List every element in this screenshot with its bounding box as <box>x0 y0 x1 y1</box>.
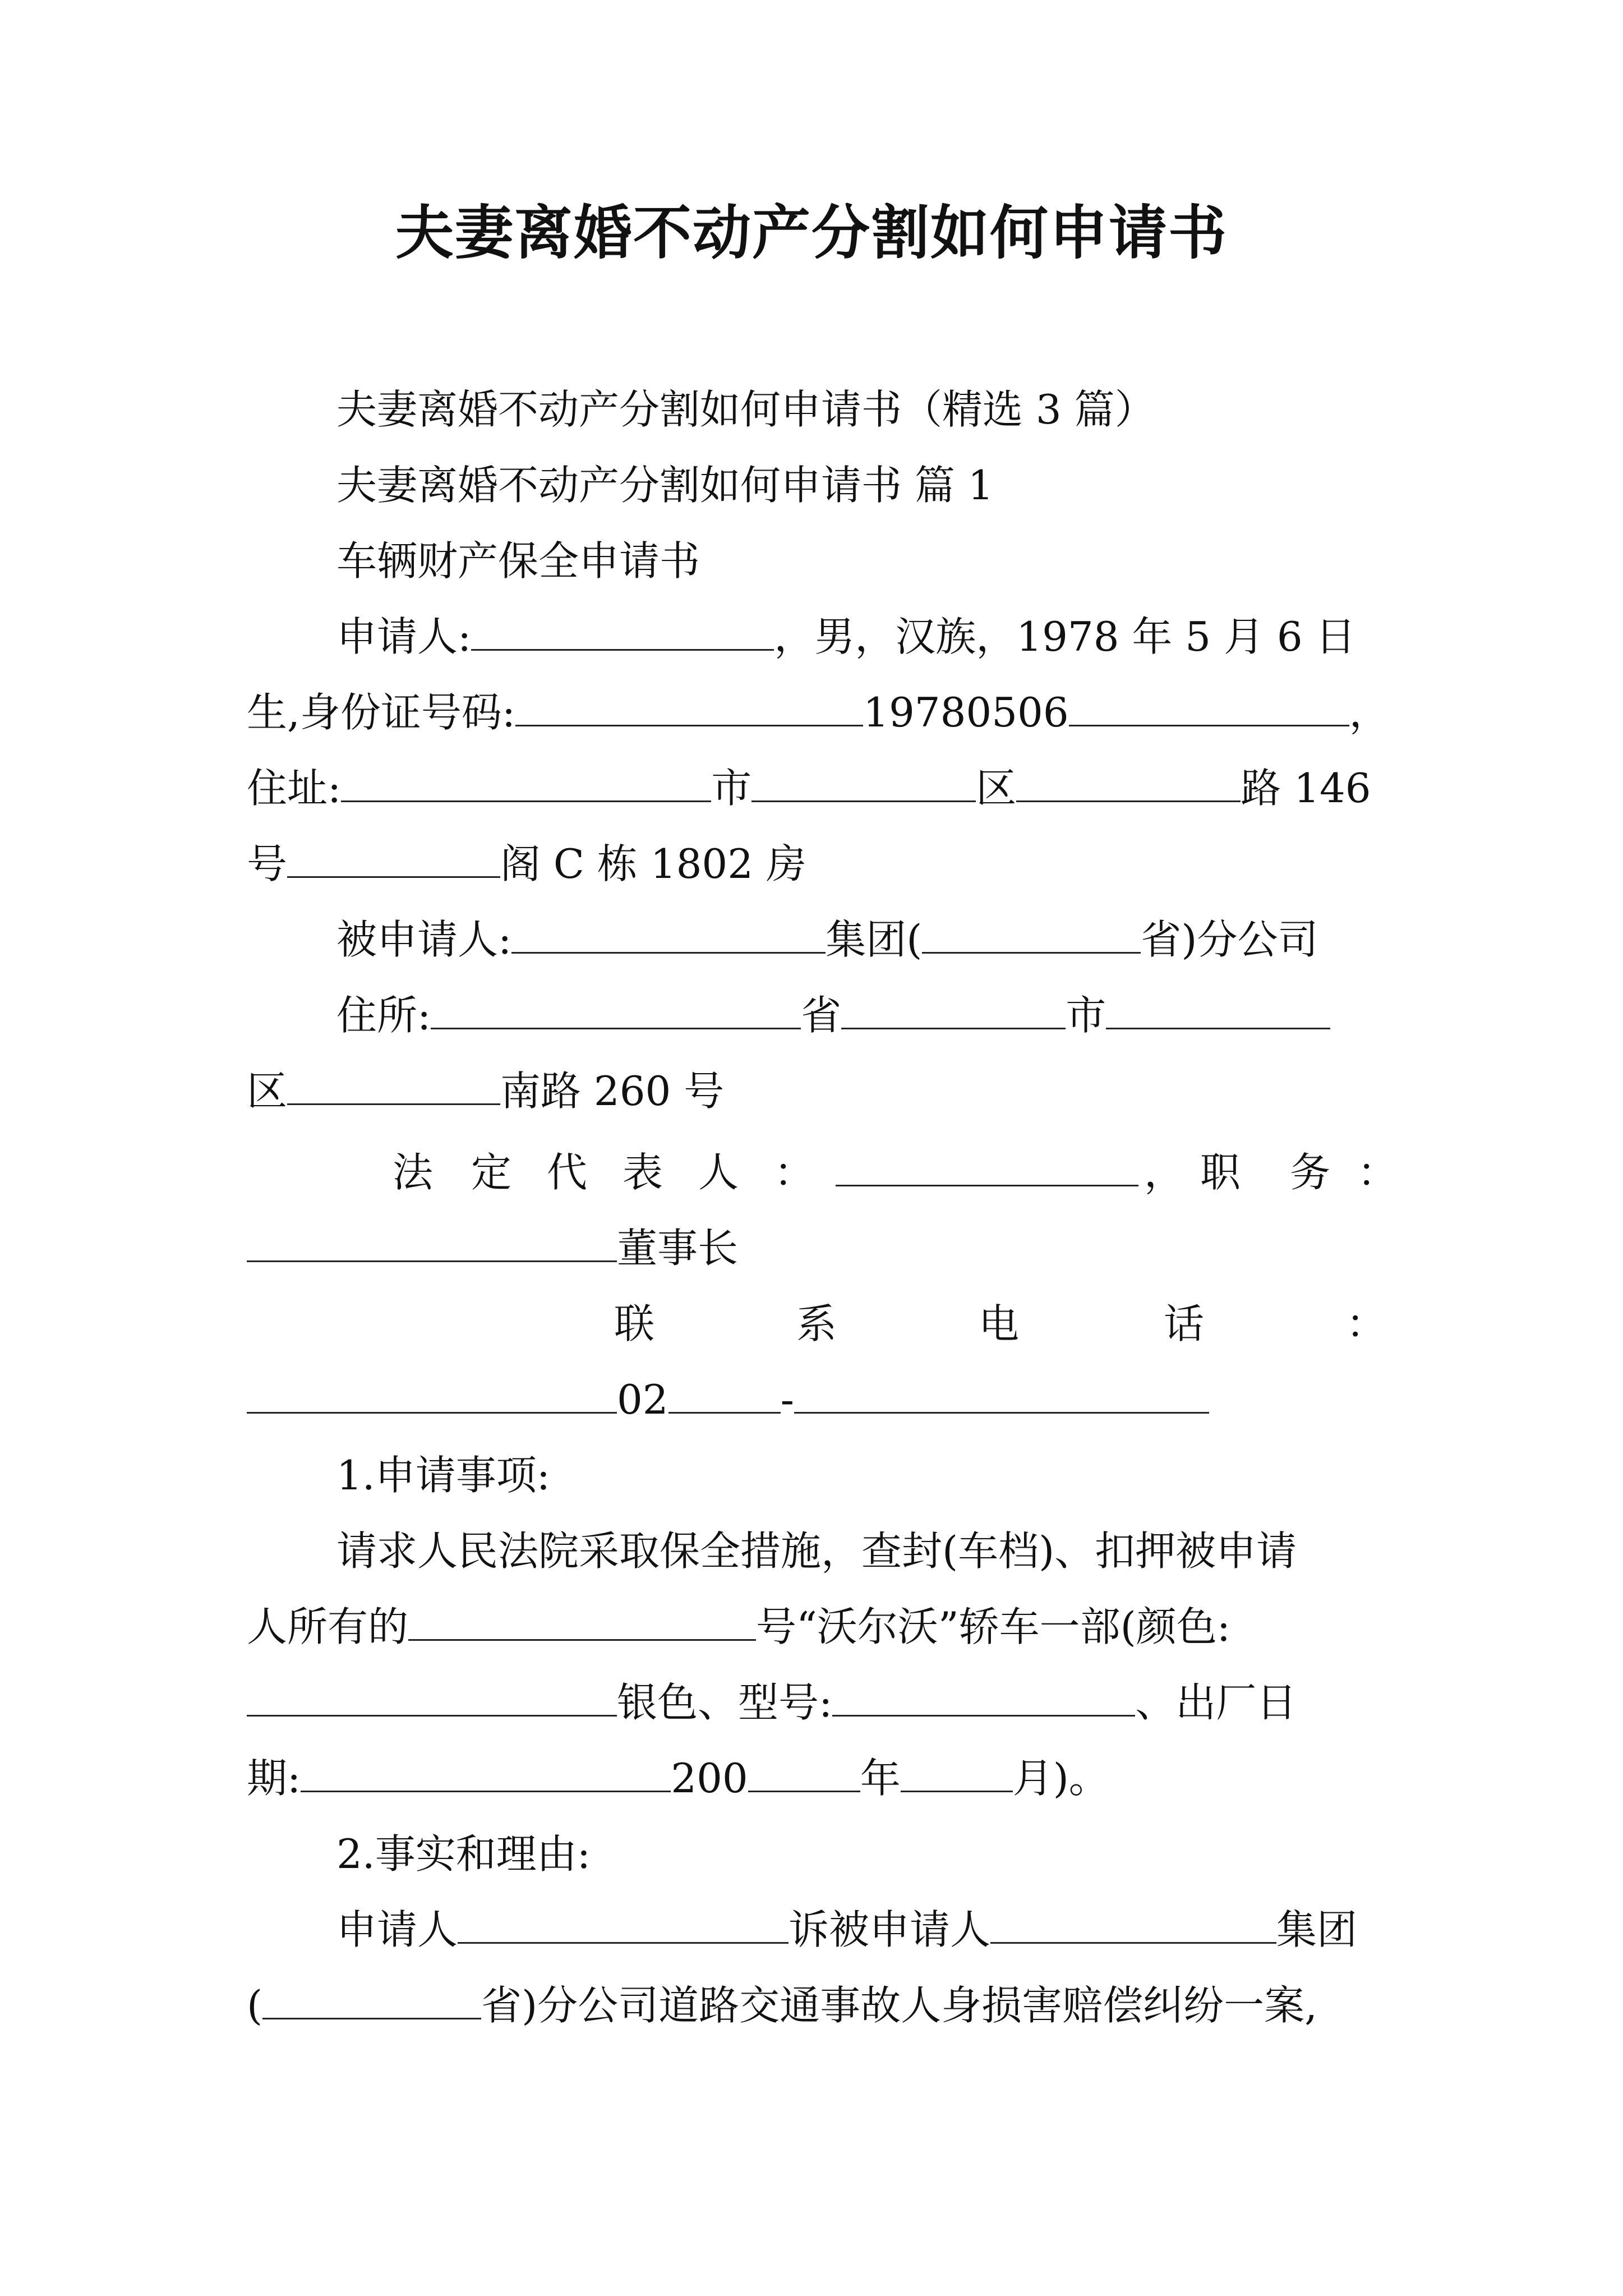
blank-field <box>1106 993 1330 1029</box>
item2-heading: 2.事实和理由: <box>336 1830 591 1878</box>
blank-field <box>836 1147 1138 1198</box>
road-label: 路 146 <box>1241 765 1371 812</box>
section-heading: 夫妻离婚不动产分割如何申请书 篇 1 <box>336 462 994 509</box>
building-label: 阁 C 栋 1802 房 <box>500 840 806 887</box>
respondent-label: 被申请人: <box>336 916 512 963</box>
respondent-road-line <box>247 1066 724 1116</box>
phone-line <box>247 1374 1209 1425</box>
branch-label: 省)分公司 <box>1141 916 1318 963</box>
text: 、出厂日 <box>1135 1679 1297 1726</box>
post-char: 职 <box>1200 1149 1241 1196</box>
contact-char: 系 <box>796 1300 837 1347</box>
road-label: 南路 260 号 <box>500 1068 725 1115</box>
contact-char: 联 <box>614 1300 655 1347</box>
city-label: 市 <box>1066 992 1106 1039</box>
comma: ， <box>1349 689 1390 736</box>
applicant-building-line <box>247 839 806 889</box>
item2-line1 <box>336 1904 1357 1955</box>
post-value: 董事长 <box>617 1225 739 1272</box>
item1-line1: 请求人民法院采取保全措施，查封(车档)、扣押被申请 <box>336 1527 1297 1575</box>
blank-field <box>748 1756 860 1792</box>
legal-rep-char: 表 <box>623 1149 663 1196</box>
id-label: 生,身份证号码: <box>247 689 516 736</box>
text: 省)分公司道路交通事故人身损害赔偿纠纷一案, <box>481 1982 1318 2029</box>
district-label: 区 <box>976 765 1017 812</box>
item1-heading: 1.申请事项: <box>336 1452 550 1499</box>
blank-field <box>751 766 976 802</box>
contact-char: 话 <box>1164 1300 1205 1347</box>
subtitle: 夫妻离婚不动产分割如何申请书（精选 3 篇） <box>336 386 1155 433</box>
group-label: 集团( <box>826 916 923 963</box>
blank-field <box>1016 766 1241 802</box>
blank-field <box>408 1604 756 1641</box>
applicant-id-line <box>247 687 1390 738</box>
blank-field <box>431 993 801 1029</box>
text: 年 <box>860 1755 901 1802</box>
province-label: 省 <box>801 992 842 1039</box>
number-label: 号 <box>247 840 288 887</box>
blank-field <box>262 1983 481 2019</box>
applicant-details: ，男，汉族，1978 年 5 月 6 日 <box>774 613 1356 660</box>
blank-field <box>990 1907 1276 1944</box>
respondent-line <box>336 914 1318 965</box>
text: 诉被申请人 <box>789 1906 991 1953</box>
item1-line2 <box>247 1602 1230 1652</box>
city-label: 市 <box>711 765 752 812</box>
post-char: ： <box>1357 1149 1398 1196</box>
text: 期: <box>247 1755 301 1802</box>
blank-field <box>471 614 774 651</box>
text: 月)。 <box>1012 1755 1109 1802</box>
legal-rep-post-line <box>247 1223 738 1273</box>
applicant-label: 申请人: <box>336 613 472 660</box>
blank-field <box>287 1069 500 1105</box>
blank-field <box>841 993 1066 1029</box>
respondent-residence-line <box>336 990 1330 1041</box>
legal-rep-char: 人 <box>698 1149 739 1196</box>
item1-line4 <box>247 1753 1109 1803</box>
blank-field <box>301 1756 671 1792</box>
legal-rep-char: ： <box>774 1149 815 1196</box>
blank-field <box>247 1226 617 1262</box>
contact-char: ： <box>1346 1300 1387 1347</box>
residence-label: 住所: <box>336 992 431 1039</box>
text: 申请人 <box>336 1906 458 1953</box>
blank-field <box>247 1377 617 1414</box>
phone-prefix: 02 <box>617 1376 668 1423</box>
blank-field <box>1069 690 1349 726</box>
blank-field <box>832 1680 1135 1717</box>
item1-line3 <box>247 1677 1297 1728</box>
blank-field <box>901 1756 1013 1792</box>
text: 集团 <box>1276 1906 1358 1953</box>
comma: ， <box>1144 1149 1185 1196</box>
legal-rep-char: 定 <box>471 1149 512 1196</box>
applicant-line <box>336 611 1356 662</box>
contact-char: 电 <box>979 1300 1020 1347</box>
item2-line2 <box>247 1980 1317 2031</box>
contact-line <box>0 1299 1623 1349</box>
blank-field <box>458 1907 789 1944</box>
text: ( <box>247 1982 263 2029</box>
blank-field <box>341 766 711 802</box>
document-title: 夫妻离婚不动产分割如何申请书 <box>395 198 1228 267</box>
blank-field <box>668 1377 781 1414</box>
text: 银色、型号: <box>617 1679 833 1726</box>
legal-rep-char: 法 <box>393 1149 434 1196</box>
blank-field <box>794 1377 1209 1414</box>
dash: - <box>780 1376 794 1423</box>
address-label: 住址: <box>247 765 342 812</box>
blank-field <box>287 841 500 878</box>
blank-field <box>247 1680 617 1717</box>
blank-field <box>922 917 1141 954</box>
id-number: 19780506 <box>863 689 1069 736</box>
legal-rep-char: 代 <box>547 1149 588 1196</box>
text: 人所有的 <box>247 1603 409 1650</box>
post-char: 务 <box>1290 1149 1331 1196</box>
legal-rep-line <box>0 1147 1623 1198</box>
text: 200 <box>671 1755 748 1802</box>
district-label: 区 <box>247 1068 288 1115</box>
form-title: 车辆财产保全申请书 <box>336 537 700 585</box>
applicant-address-line <box>247 763 1371 813</box>
blank-field <box>515 690 863 726</box>
blank-field <box>511 917 826 954</box>
text: 号“沃尔沃”轿车一部(颜色: <box>756 1603 1230 1650</box>
